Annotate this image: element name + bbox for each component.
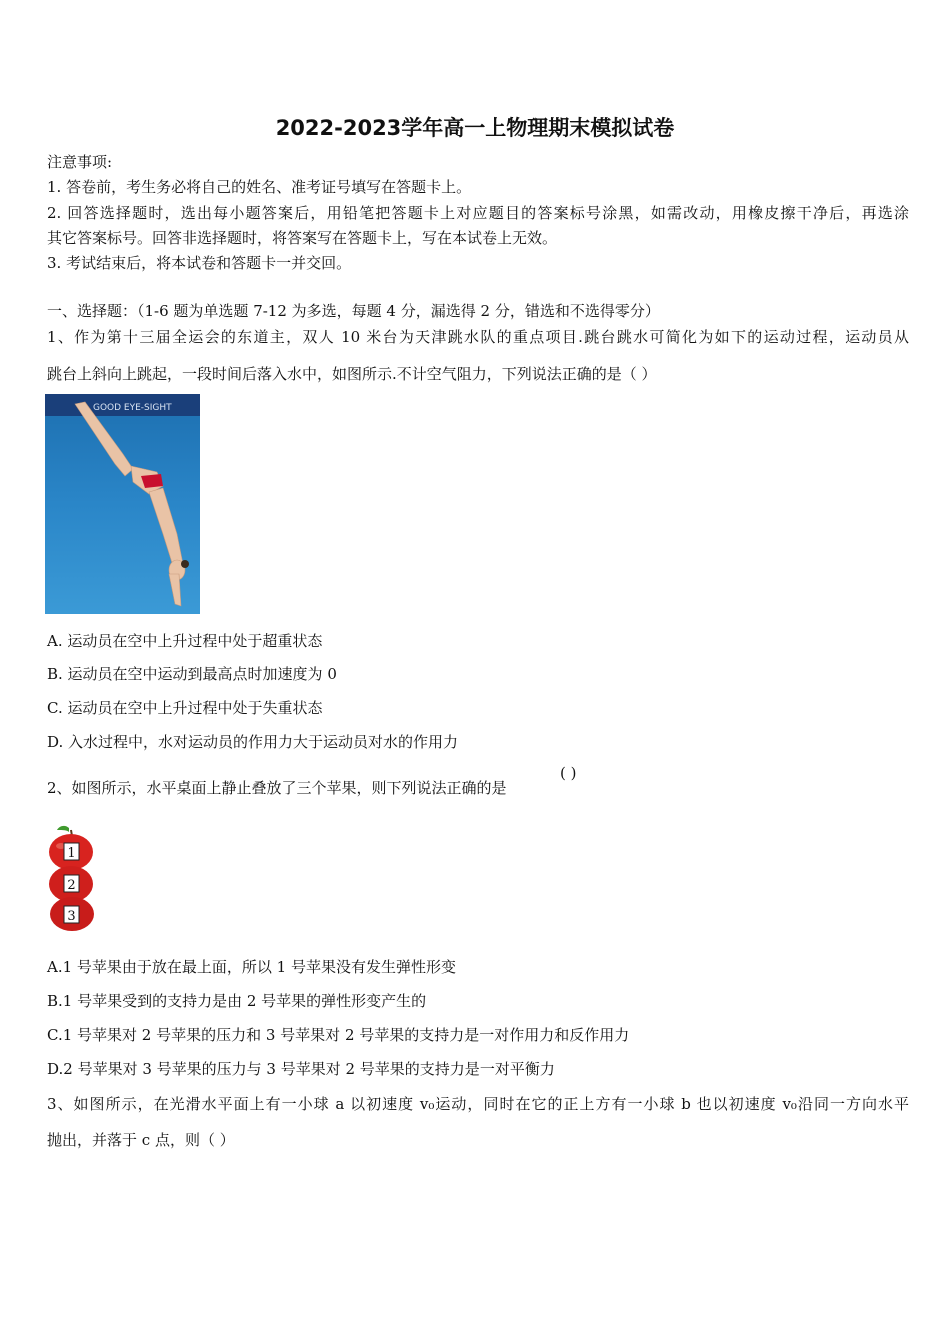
notice-heading: 注意事项: <box>47 153 113 171</box>
apple-label-2: 2 <box>67 878 76 893</box>
question-1-stem-cont: 跳台上斜向上跳起，一段时间后落入水中，如图所示.不计空气阻力，下列说法正确的是（ ） <box>47 365 657 383</box>
question-1-option-b: B. 运动员在空中运动到最高点时加速度为 0 <box>47 665 337 683</box>
question-2-option-b: B.1 号苹果受到的支持力是由 2 号苹果的弹性形变产生的 <box>47 992 427 1010</box>
notice-item: 2. 回答选择题时，选出每小题答案后，用铅笔把答题卡上对应题目的答案标号涂黑，如需改动，用橡皮擦干净后，再选涂 <box>47 204 909 222</box>
question-3-stem-cont: 抛出，并落于 c 点，则（ ） <box>47 1131 235 1149</box>
question-1-stem: 1、作为第十三届全运会的东道主，双人 10 米台为天津跳水队的重点项目.跳台跳水可简化为如下的运动过程，运动员从 <box>47 328 909 346</box>
question-2-option-a: A.1 号苹果由于放在最上面，所以 1 号苹果没有发生弹性形变 <box>47 958 456 976</box>
section-heading: 一、选择题：（1-6 题为单选题 7-12 为多选，每题 4 分，漏选得 2 分，错选和不选得零分） <box>47 302 660 320</box>
question-1-option-d: D. 入水过程中，水对运动员的作用力大于运动员对水的作用力 <box>47 733 459 751</box>
notice-item: 其它答案标号。回答非选择题时，将答案写在答题卡上，写在本试卷上无效。 <box>47 229 558 247</box>
notice-item: 1. 答卷前，考生务必将自己的姓名、准考证号填写在答题卡上。 <box>47 178 472 196</box>
question-3-stem: 3、如图所示，在光滑水平面上有一小球 a 以初速度 v₀运动，同时在它的正上方有一小球 b 也以初速度 v₀沿同一方向水平 <box>47 1095 909 1113</box>
apple-label-3: 3 <box>67 909 76 924</box>
apple-label-1: 1 <box>67 846 76 861</box>
question-2-option-c: C.1 号苹果对 2 号苹果的压力和 3 号苹果对 2 号苹果的支持力是一对作用力和反作用力 <box>47 1026 630 1044</box>
diver-photo <box>45 394 200 614</box>
stacked-apples-figure <box>47 824 97 932</box>
question-1-option-c: C. 运动员在空中上升过程中处于失重状态 <box>47 699 323 717</box>
question-1-option-a: A. 运动员在空中上升过程中处于超重状态 <box>47 632 323 650</box>
notice-item: 3. 考试结束后，将本试卷和答题卡一并交回。 <box>47 254 352 272</box>
question-2-stem: 2、如图所示，水平桌面上静止叠放了三个苹果，则下列说法正确的是 <box>47 779 507 797</box>
answer-parentheses: ( ) <box>560 764 577 782</box>
banner-text: GOOD EYE-SIGHT <box>93 403 172 413</box>
page-title: 2022-2023学年高一上物理期末模拟试卷 <box>275 116 675 140</box>
question-2-option-d: D.2 号苹果对 3 号苹果的压力与 3 号苹果对 2 号苹果的支持力是一对平衡力 <box>47 1060 555 1078</box>
